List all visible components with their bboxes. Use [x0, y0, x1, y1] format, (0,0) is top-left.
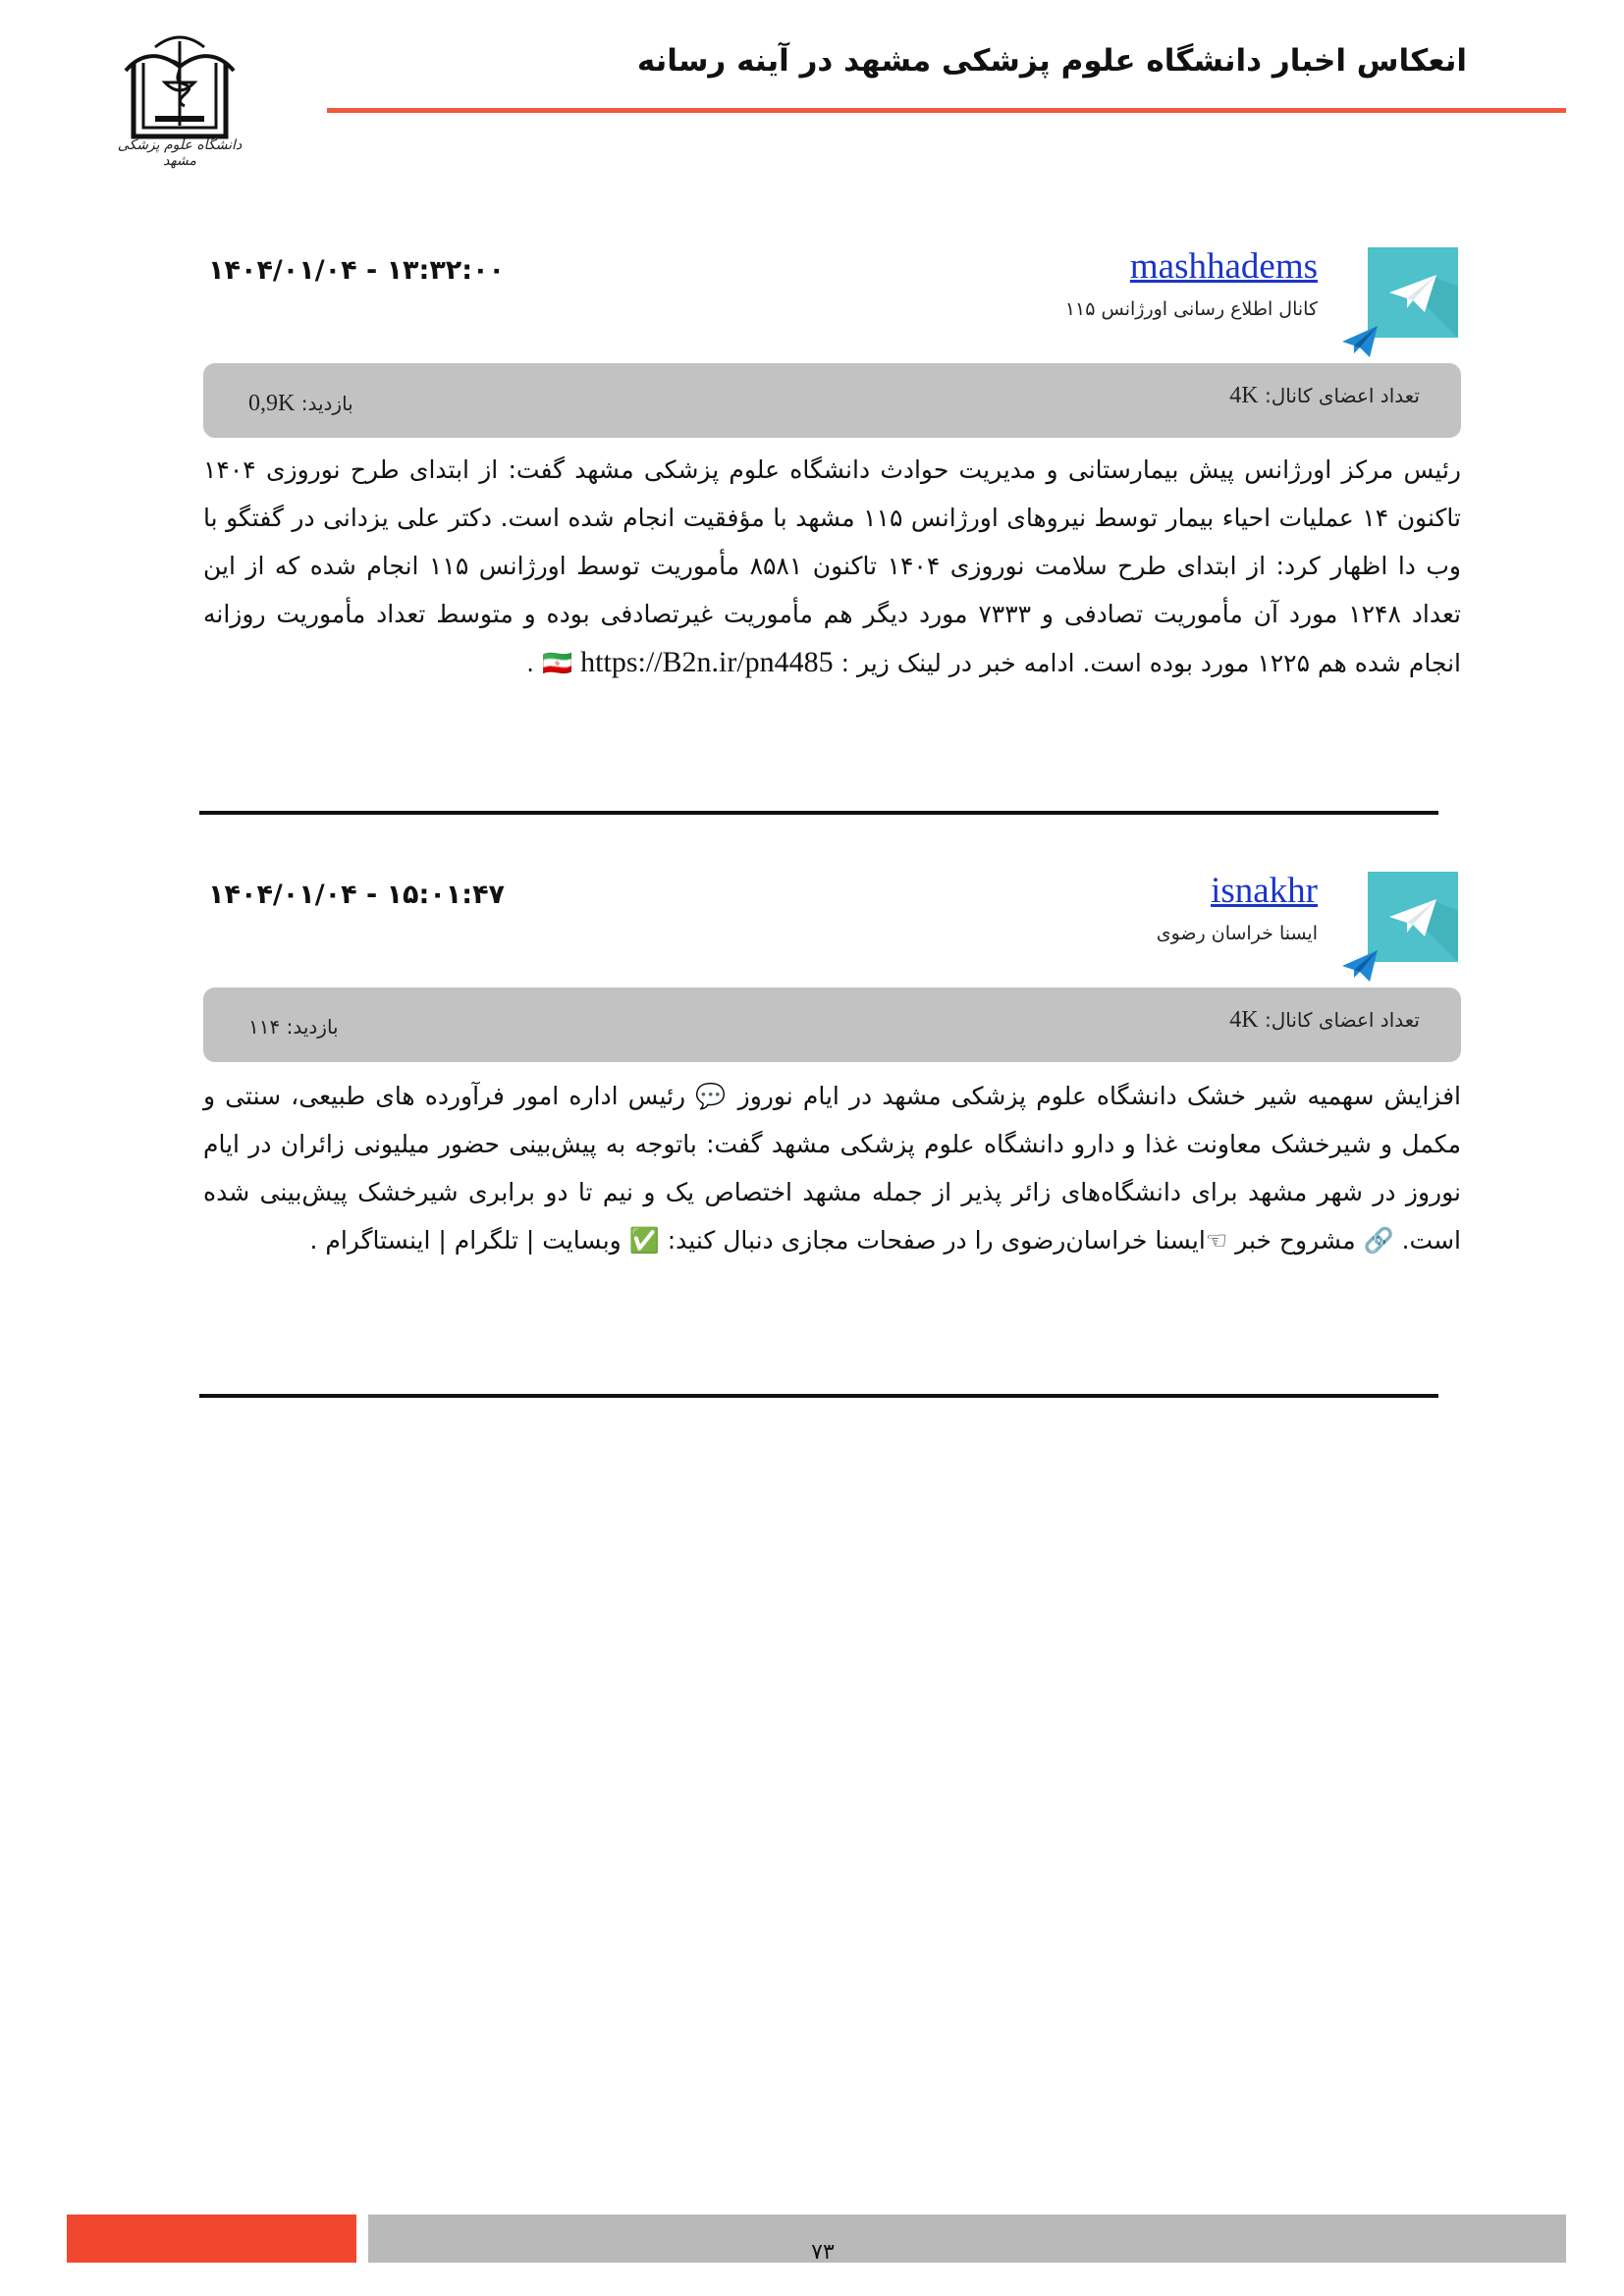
channel-link[interactable]: isnakhr: [1211, 871, 1318, 911]
country-flag: 🇮🇷: [542, 649, 573, 677]
university-emblem-icon: [116, 33, 244, 141]
stats-bar: [203, 988, 1461, 1062]
page-title: انعکاس اخبار دانشگاه علوم پزشکی مشهد در آینه رسانه: [636, 43, 1467, 79]
post-separator: [199, 811, 1438, 815]
channel-name: کانال اطلاع رسانی اورژانس ۱۱۵: [1064, 298, 1318, 320]
post-body: [203, 446, 1461, 687]
header-rule: [327, 108, 1566, 113]
paper-plane-icon: [1368, 872, 1458, 962]
channel-members: [1229, 383, 1420, 409]
post-timestamp: ۱۴۰۴/۰۱/۰۴ - ۱۵:۰۱:۴۷: [208, 880, 506, 910]
channel-name: ایسنا خراسان رضوی: [1156, 923, 1318, 944]
post-timestamp: ۱۴۰۴/۰۱/۰۴ - ۱۳:۳۲:۰۰: [208, 255, 506, 286]
members-label: تعداد اعضای کانال:: [1264, 384, 1420, 407]
channel-link[interactable]: mashhadems: [1129, 246, 1318, 287]
view-count: [248, 1015, 339, 1039]
members-value: 4K: [1229, 383, 1259, 408]
post-body: [203, 1072, 1461, 1264]
telegram-small-icon: [1340, 948, 1380, 984]
views-value: ۱۱۴: [248, 1015, 281, 1039]
page-number: ۷۳: [811, 2240, 835, 2265]
stats-bar: [203, 363, 1461, 438]
members-value: 4K: [1229, 1007, 1259, 1033]
telegram-icon: [1368, 247, 1458, 338]
telegram-tile: [1368, 247, 1458, 338]
post-body-tail: .: [526, 649, 535, 677]
telegram-small-icon: [1340, 324, 1380, 359]
view-count: [248, 391, 353, 417]
telegram-icon: [1368, 872, 1458, 962]
paper-plane-icon: [1368, 247, 1458, 338]
news-link[interactable]: https://B2n.ir/pn4485: [580, 646, 834, 678]
post-body-text: افزایش سهمیه شیر خشک دانشگاه علوم پزشکی مشهد در ایام نوروز 💬 رئیس اداره امور فرآورده های طبیعی، سنتی و مکمل و شیرخشک معاونت غذا و دارو دانشگاه علوم پزشکی مشهد گفت: باتوجه به پیش‌بینی حضور میلیونی زائران در ایام نوروز در شهر مشهد برای دانشگاه‌های زائر پذیر از جمله مشهد اختصاص یک و نیم تا دو برابری شیرخشک پیش‌بینی شده است. 🔗 مشروح خبر ☜ایسنا خراسان‌رضوی را در صفحات مجازی دنبال کنید: ✅ وبسایت | تلگرام | اینستاگرام .: [203, 1082, 1461, 1255]
views-value: 0,9K: [248, 391, 296, 416]
members-label: تعداد اعضای کانال:: [1264, 1008, 1420, 1032]
channel-members: [1229, 1007, 1420, 1034]
post-body-text: رئیس مرکز اورژانس پیش بیمارستانی و مدیریت حوادث دانشگاه علوم پزشکی مشهد گفت: از ابتدای طرح نوروزی ۱۴۰۴ تاکنون ۱۴ عملیات احیاء بیمار توسط نیروهای اورژانس ۱۱۵ مشهد با مؤفقیت انجام شده است. دکتر علی یزدانی در گفتگو با وب دا اظهار کرد: از ابتدای طرح سلامت نوروزی ۱۴۰۴ تاکنون ۸۵۸۱ مأموریت توسط اورژانس ۱۱۵ انجام شده که از این تعداد ۱۲۴۸ مورد آن مأموریت تصادفی و ۷۳۳۳ مورد دیگر هم مأموریت غیرتصادفی بوده و متوسط تعداد مأموریت روزانه انجام شده هم ۱۲۲۵ مورد بوده است. ادامه خبر در لینک زیر :: [203, 455, 1462, 677]
telegram-tile: [1368, 872, 1458, 962]
logo-caption: دانشگاه علوم پزشکی مشهد: [117, 137, 243, 169]
post-separator: [199, 1394, 1438, 1398]
footer-bar: [368, 2215, 1566, 2263]
views-label: بازدید:: [286, 1015, 339, 1039]
footer-accent-bar: [67, 2215, 356, 2263]
views-label: بازدید:: [300, 392, 353, 415]
